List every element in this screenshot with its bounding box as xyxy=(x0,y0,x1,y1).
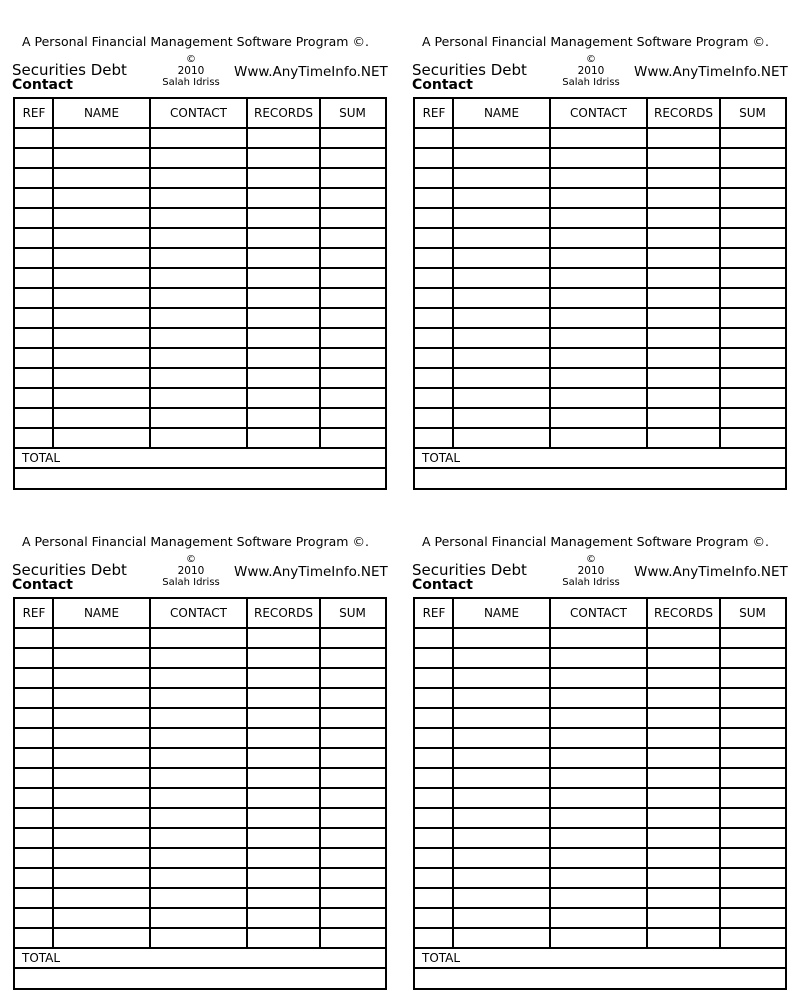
table-row[interactable] xyxy=(415,687,785,689)
form-subtitle: Contact xyxy=(12,577,73,593)
table-row[interactable] xyxy=(15,367,385,369)
column-header-sum: SUM xyxy=(339,606,366,620)
total-row-divider xyxy=(415,967,785,969)
table-header-row xyxy=(15,599,385,629)
form-bottom-right xyxy=(412,500,790,970)
table-row[interactable] xyxy=(15,347,385,349)
table-row[interactable] xyxy=(15,267,385,269)
column-divider xyxy=(646,599,648,949)
table-row[interactable] xyxy=(15,747,385,749)
copyright-year: 2010 xyxy=(177,564,205,577)
table-row[interactable] xyxy=(15,947,385,949)
table-row[interactable] xyxy=(15,687,385,689)
copyright-block xyxy=(554,54,628,89)
table-row[interactable] xyxy=(15,447,385,449)
table-row[interactable] xyxy=(15,427,385,429)
table-row[interactable] xyxy=(415,647,785,649)
table-row[interactable] xyxy=(15,207,385,209)
table-row[interactable] xyxy=(15,247,385,249)
column-divider xyxy=(246,99,248,449)
table-row[interactable] xyxy=(415,667,785,669)
table-row[interactable] xyxy=(15,227,385,229)
form-subtitle: Contact xyxy=(412,77,473,93)
table-row[interactable] xyxy=(415,307,785,309)
ledger-table xyxy=(13,97,387,490)
table-header-row xyxy=(15,99,385,129)
copyright-symbol: © xyxy=(186,54,196,65)
ledger-table xyxy=(413,597,787,990)
column-header-name: NAME xyxy=(83,106,120,120)
table-row[interactable] xyxy=(415,167,785,169)
table-row[interactable] xyxy=(415,227,785,229)
table-row[interactable] xyxy=(15,167,385,169)
column-header-sum: SUM xyxy=(339,106,366,120)
table-row[interactable] xyxy=(415,287,785,289)
column-header-contact: CONTACT xyxy=(170,106,227,120)
column-divider xyxy=(246,599,248,949)
column-header-records: RECORDS xyxy=(254,106,313,120)
table-row[interactable] xyxy=(15,887,385,889)
ledger-table xyxy=(13,597,387,990)
column-header-records: RECORDS xyxy=(654,606,713,620)
table-row[interactable] xyxy=(15,787,385,789)
column-divider xyxy=(149,99,151,449)
total-label: TOTAL xyxy=(422,451,461,465)
table-row[interactable] xyxy=(15,867,385,869)
table-row[interactable] xyxy=(15,707,385,709)
copyright-block xyxy=(154,54,228,89)
table-row[interactable] xyxy=(15,927,385,929)
column-header-contact: CONTACT xyxy=(170,606,227,620)
website-url: Www.AnyTimeInfo.NET xyxy=(634,564,788,580)
table-row[interactable] xyxy=(15,187,385,189)
table-row[interactable] xyxy=(415,187,785,189)
column-header-records: RECORDS xyxy=(654,106,713,120)
table-row[interactable] xyxy=(15,327,385,329)
form-subtitle: Contact xyxy=(412,577,473,593)
copyright-year: 2010 xyxy=(577,564,605,577)
column-header-contact: CONTACT xyxy=(570,106,627,120)
table-row[interactable] xyxy=(415,327,785,329)
form-bottom-left xyxy=(12,500,390,970)
table-row[interactable] xyxy=(415,767,785,769)
table-row[interactable] xyxy=(15,827,385,829)
table-row[interactable] xyxy=(415,847,785,849)
tagline: A Personal Financial Management Software Program ©. xyxy=(22,34,369,49)
form-top-left xyxy=(12,0,390,470)
copyright-block xyxy=(154,554,228,589)
table-row[interactable] xyxy=(15,387,385,389)
website-url: Www.AnyTimeInfo.NET xyxy=(634,64,788,80)
table-row[interactable] xyxy=(15,307,385,309)
table-row[interactable] xyxy=(15,807,385,809)
table-row[interactable] xyxy=(15,647,385,649)
form-title: Securities Debt xyxy=(12,61,127,79)
author-name: Salah Idriss xyxy=(562,77,620,88)
table-row[interactable] xyxy=(415,267,785,269)
ledger-table xyxy=(413,97,787,490)
table-row[interactable] xyxy=(415,907,785,909)
copyright-symbol: © xyxy=(586,554,596,565)
column-header-sum: SUM xyxy=(739,606,766,620)
table-row[interactable] xyxy=(415,947,785,949)
author-name: Salah Idriss xyxy=(162,577,220,588)
column-header-name: NAME xyxy=(483,106,520,120)
table-row[interactable] xyxy=(415,387,785,389)
table-row[interactable] xyxy=(15,667,385,669)
table-row[interactable] xyxy=(415,147,785,149)
tagline: A Personal Financial Management Software Program ©. xyxy=(22,534,369,549)
table-row[interactable] xyxy=(415,207,785,209)
table-row[interactable] xyxy=(15,727,385,729)
column-divider xyxy=(52,99,54,449)
table-row[interactable] xyxy=(15,407,385,409)
column-header-sum: SUM xyxy=(739,106,766,120)
table-row[interactable] xyxy=(415,887,785,889)
table-row[interactable] xyxy=(415,787,785,789)
column-divider xyxy=(52,599,54,949)
table-row[interactable] xyxy=(415,427,785,429)
column-divider xyxy=(549,99,551,449)
table-row[interactable] xyxy=(415,927,785,929)
table-row[interactable] xyxy=(415,367,785,369)
table-row[interactable] xyxy=(15,907,385,909)
column-divider xyxy=(549,599,551,949)
table-row[interactable] xyxy=(415,807,785,809)
table-row[interactable] xyxy=(15,847,385,849)
table-row[interactable] xyxy=(15,767,385,769)
table-header-row xyxy=(415,99,785,129)
total-row-divider xyxy=(415,467,785,469)
table-row[interactable] xyxy=(15,147,385,149)
copyright-year: 2010 xyxy=(177,64,205,77)
total-label: TOTAL xyxy=(22,451,61,465)
column-header-ref: REF xyxy=(22,606,46,620)
column-header-name: NAME xyxy=(483,606,520,620)
table-header-row xyxy=(415,599,785,629)
table-row[interactable] xyxy=(415,827,785,829)
table-row[interactable] xyxy=(415,347,785,349)
total-label: TOTAL xyxy=(422,951,461,965)
table-row[interactable] xyxy=(415,707,785,709)
copyright-year: 2010 xyxy=(577,64,605,77)
column-divider xyxy=(646,99,648,449)
column-divider xyxy=(319,599,321,949)
form-subtitle: Contact xyxy=(12,77,73,93)
column-header-records: RECORDS xyxy=(254,606,313,620)
column-divider xyxy=(149,599,151,949)
author-name: Salah Idriss xyxy=(562,577,620,588)
copyright-symbol: © xyxy=(186,554,196,565)
website-url: Www.AnyTimeInfo.NET xyxy=(234,64,388,80)
table-row[interactable] xyxy=(415,247,785,249)
column-header-ref: REF xyxy=(422,106,446,120)
column-divider xyxy=(719,99,721,449)
copyright-symbol: © xyxy=(586,54,596,65)
form-title: Securities Debt xyxy=(12,561,127,579)
column-header-ref: REF xyxy=(22,106,46,120)
column-divider xyxy=(719,599,721,949)
form-title: Securities Debt xyxy=(412,561,527,579)
column-divider xyxy=(452,599,454,949)
column-divider xyxy=(319,99,321,449)
form-title: Securities Debt xyxy=(412,61,527,79)
table-row[interactable] xyxy=(415,867,785,869)
author-name: Salah Idriss xyxy=(162,77,220,88)
column-divider xyxy=(452,99,454,449)
column-header-contact: CONTACT xyxy=(570,606,627,620)
total-row-divider xyxy=(15,967,385,969)
table-row[interactable] xyxy=(415,407,785,409)
column-header-name: NAME xyxy=(83,606,120,620)
table-row[interactable] xyxy=(15,287,385,289)
total-row-divider xyxy=(15,467,385,469)
table-row[interactable] xyxy=(415,747,785,749)
form-top-right xyxy=(412,0,790,470)
tagline: A Personal Financial Management Software Program ©. xyxy=(422,34,769,49)
table-row[interactable] xyxy=(415,727,785,729)
website-url: Www.AnyTimeInfo.NET xyxy=(234,564,388,580)
copyright-block xyxy=(554,554,628,589)
column-header-ref: REF xyxy=(422,606,446,620)
tagline: A Personal Financial Management Software Program ©. xyxy=(422,534,769,549)
total-label: TOTAL xyxy=(22,951,61,965)
table-row[interactable] xyxy=(415,447,785,449)
